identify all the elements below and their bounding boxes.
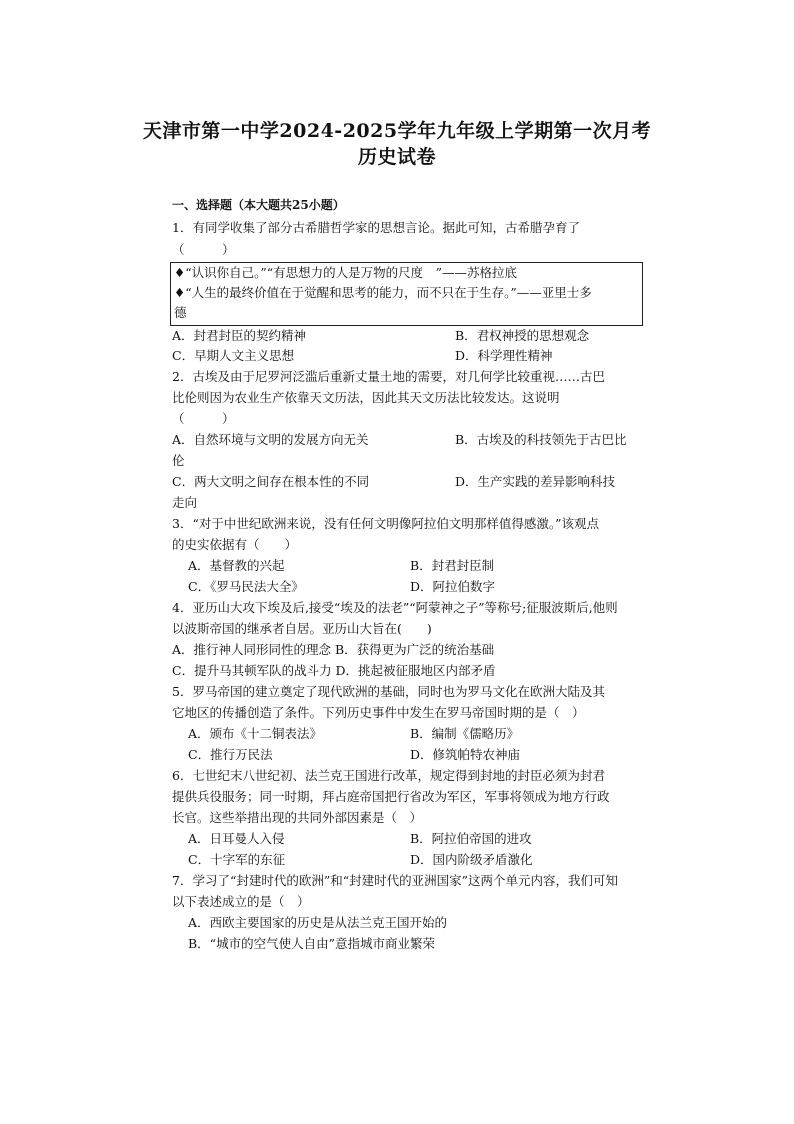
q3-option-a[interactable]: A．基督教的兴起 <box>188 558 285 573</box>
q7-option-b[interactable]: B．“城市的空气使人自由”意指城市商业繁荣 <box>188 936 435 951</box>
q3-stem-line2: 的史实依据有（ ） <box>172 537 298 552</box>
q4-stem-line2: 以波斯帝国的继承者自居。亚历山大旨在( ) <box>172 621 432 636</box>
q5-stem-line1: 5．罗马帝国的建立奠定了现代欧洲的基础，同时也为罗马文化在欧洲大陆及其 <box>172 684 605 699</box>
q2-option-b[interactable]: B．古埃及的科技领先于古巴比 <box>455 432 627 447</box>
q6-option-b[interactable]: B．阿拉伯帝国的进攻 <box>410 831 532 846</box>
q7-stem-line1: 7．学习了“封建时代的欧洲”和“封建时代的亚洲国家”这两个单元内容，我们可知 <box>172 873 619 888</box>
q1-stem-line1: 1．有同学收集了部分古希腊哲学家的思想言论。据此可知，古希腊孕育了 <box>172 220 580 235</box>
q3-option-d[interactable]: D．阿拉伯数字 <box>410 579 496 594</box>
section-heading: 一、选择题（本大题共25小题） <box>172 198 345 212</box>
exam-title: 天津市第一中学2024-2025学年九年级上学期第一次月考 <box>142 120 652 142</box>
q1-option-c[interactable]: C．早期人文主义思想 <box>172 348 295 363</box>
q6-option-a[interactable]: A．日耳曼人入侵 <box>188 831 285 846</box>
q2-stem-line1: 2．古埃及由于尼罗河泛滥后重新丈量土地的需要，对几何学比较重视……古巴 <box>172 369 605 384</box>
q2-stem-line3: （ ） <box>172 411 235 426</box>
q5-option-a[interactable]: A．颁布《十二铜表法》 <box>188 726 323 741</box>
q1-option-b[interactable]: B．君权神授的思想观念 <box>455 328 590 343</box>
q5-option-c[interactable]: C．推行万民法 <box>188 747 273 762</box>
q3-option-b[interactable]: B．封君封臣制 <box>410 558 495 573</box>
q6-option-d[interactable]: D．国内阶级矛盾激化 <box>410 852 533 867</box>
exam-subtitle: 历史试卷 <box>357 146 436 168</box>
q6-option-c[interactable]: C．十字军的东征 <box>188 852 286 867</box>
q4-options-ab[interactable]: A．推行神人同形同性的理念 B．获得更为广泛的统治基础 <box>172 642 495 657</box>
q3-option-c[interactable]: C．《罗马民法大全》 <box>188 579 304 594</box>
q5-option-d[interactable]: D．修筑帕特农神庙 <box>410 747 521 762</box>
q2-stem-line2: 比伦则因为农业生产依靠天文历法，因此其天文历法比较发达。这说明 <box>172 390 560 405</box>
q6-stem-line3: 长官。这些举措出现的共同外部因素是（ ） <box>172 810 423 825</box>
q4-stem-line1: 4．亚历山大攻下埃及后,接受“埃及的法老”“阿蒙神之子”等称号;征服波斯后,他则 <box>172 600 618 615</box>
q2-option-d[interactable]: D．生产实践的差异影响科技 <box>455 474 616 489</box>
q5-option-b[interactable]: B．编制《儒略历》 <box>410 726 520 741</box>
q7-option-a[interactable]: A．西欧主要国家的历史是从法兰克王国开始的 <box>188 915 448 930</box>
q6-stem-line2: 提供兵役服务；同一时期，拜占庭帝国把行省改为军区，军事将领成为地方行政 <box>172 789 610 804</box>
q7-stem-line2: 以下表述成立的是（ ） <box>172 894 310 909</box>
q6-stem-line1: 6．七世纪末八世纪初、法兰克王国进行改革，规定得到封地的封臣必须为封君 <box>172 768 605 783</box>
q4-options-cd[interactable]: C．提升马其顿军队的战斗力 D．挑起被征服地区内部矛盾 <box>172 663 496 678</box>
q1-option-a[interactable]: A．封君封臣的契约精神 <box>172 328 307 343</box>
q2-option-c[interactable]: C．两大文明之间存在根本性的不同 <box>172 474 370 489</box>
q2-option-d-cont: 走向 <box>172 495 198 510</box>
q1-stem-line2: （ ） <box>172 242 235 257</box>
q3-stem-line1: 3．“对于中世纪欧洲来说，没有任何文明像阿拉伯文明那样值得感激。”该观点 <box>172 516 599 531</box>
q2-option-b-cont: 伦 <box>172 453 185 468</box>
q1-quote-2-cont: 德 <box>174 305 187 320</box>
q1-quote-1: ♦“认识你自己。”“有思想力的人是万物的尺度 ”——苏格拉底 <box>174 265 518 280</box>
q5-stem-line2: 它地区的传播创造了条件。下列历史事件中发生在罗马帝国时期的是（ ） <box>172 705 585 720</box>
q1-quote-2: ♦“人生的最终价值在于觉醒和思考的能力，而不只在于生存。”——亚里士多 <box>174 285 592 300</box>
q1-option-d[interactable]: D．科学理性精神 <box>455 348 553 363</box>
q2-option-a[interactable]: A．自然环境与文明的发展方向无关 <box>172 432 369 447</box>
